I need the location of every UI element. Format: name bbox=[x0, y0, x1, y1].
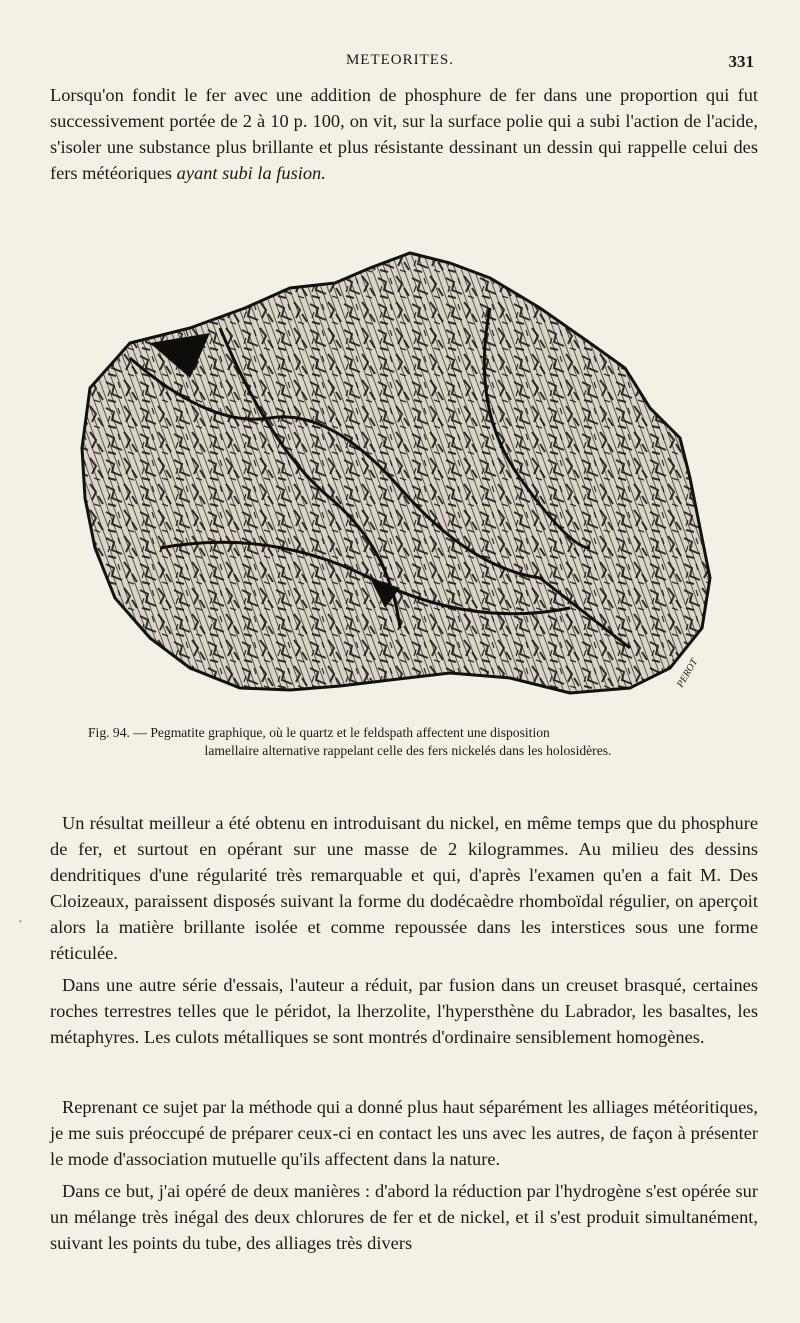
paragraph-dans-ce-but: Dans ce but, j'ai opéré de deux manières : d'abord la réduction par l'hydrogène s'est opérée sur un mélange très inégal des deux chlorures de fer et de nickel, et il s'est produit simultanément, suivant les points du tube, des alliages très divers bbox=[50, 1181, 758, 1253]
paragraph-roches: Dans une autre série d'essais, l'auteur a réduit, par fusion dans un creuset brasqué, certaines roches terrestres telles que le péridot, la lherzolite, l'hypersthène du Labrador, les basaltes, les métaphyres. Les culots métalliques se sont montrés d'ordinaire sensiblement homogènes. bbox=[50, 975, 758, 1047]
caption-line-1: Fig. 94. — Pegmatite graphique, où le quartz et le feldspath affectent une disposition bbox=[88, 725, 550, 740]
intro-italic: ayant subi la fusion. bbox=[176, 163, 326, 183]
engraver-signature: PEROT bbox=[675, 657, 701, 690]
body-section-1 bbox=[50, 810, 758, 1056]
body-section-2 bbox=[50, 1094, 758, 1262]
paragraph-reprenant: Reprenant ce sujet par la méthode qui a donné plus haut séparément les alliages météoritiques, je me suis préoccupé de préparer ceux-ci en contact les uns avec les autres, de façon à présenter le mode d'association mutuelle qu'ils affectent dans la nature. bbox=[50, 1097, 758, 1169]
intro-text: Lorsqu'on fondit le fer avec une addition de phosphure de fer dans une proportion qui fut successivement portée de 2 à 10 p. 100, on vit, sur la surface polie qui a subi l'action de l'acide, s'isoler une substance plus brillante et plus résistante dessinant un dessin qui rappelle celui des fers météoriques bbox=[50, 85, 758, 183]
margin-dot: · bbox=[18, 915, 23, 930]
figure-caption bbox=[88, 724, 728, 760]
intro-paragraph bbox=[50, 82, 758, 192]
pegmatite-engraving-image bbox=[70, 248, 730, 708]
page-number: 331 bbox=[728, 52, 754, 71]
caption-line-2: lamellaire alternative rappelant celle des fers nickelés dans les holosidères. bbox=[204, 743, 612, 758]
paragraph-nickel: Un résultat meilleur a été obtenu en introduisant du nickel, en même temps que du phosphure de fer, et surtout en opérant sur une masse de 2 kilogrammes. Au milieu des dessins dendritiques d'une régularité très remarquable et qui, d'après l'examen qu'en a fait M. Des Cloizeaux, paraissent disposés suivant la forme du dodécaèdre rhomboïdal régulier, on aperçoit alors la matière brillante isolée et comme repoussée dans les interstices sous une forme réticulée. bbox=[50, 813, 758, 963]
figure-engraving bbox=[70, 248, 730, 708]
running-head bbox=[0, 52, 800, 74]
running-title: METEORITES. bbox=[345, 52, 455, 68]
